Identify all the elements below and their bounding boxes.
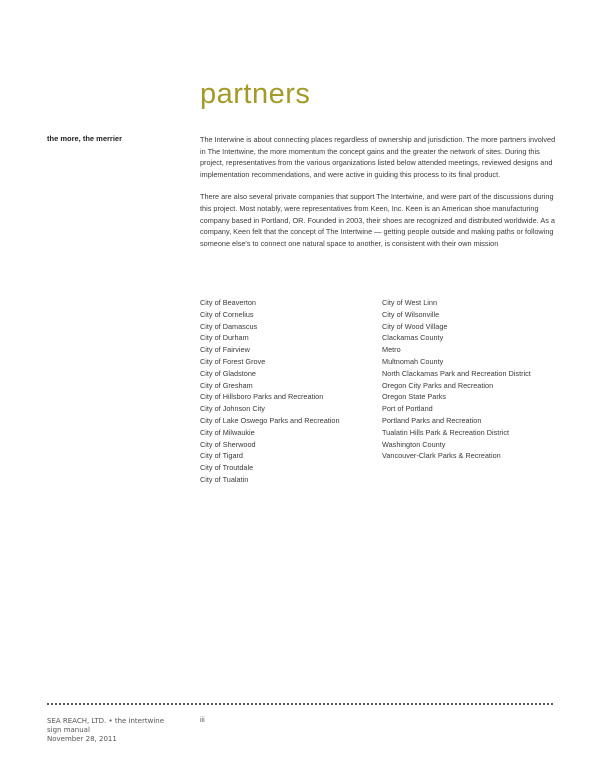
partner-list-item: City of Tigard bbox=[200, 451, 243, 461]
footer-company: SEA REACH, LTD. • the intertwine bbox=[47, 717, 165, 725]
partner-list-item: City of Forest Grove bbox=[200, 356, 266, 366]
partner-list-item: City of Gladstone bbox=[200, 368, 256, 378]
partner-list-item: City of Troutdale bbox=[200, 463, 254, 473]
partner-list-item: City of Beaverton bbox=[200, 298, 256, 307]
partner-list-item: City of West Linn bbox=[382, 298, 438, 307]
private-companies-paragraph: There are also several private companies that support The Intertwine, and were part of the discussions during this project. Most notably, were representatives from Keen, Inc. Keen is an American shoe manufacturing company based in Portland, OR. Founded in 2003, their shoes are recognized and distributed worldwide. As a company, Keen felt that the concept of The Intertwine — getting people outside and making paths or following someone else's to connect one natural space to another, is consistent with their own mission bbox=[200, 192, 555, 248]
partner-list-item: City of Hillsboro Parks and Recreation bbox=[200, 392, 324, 402]
partner-list-item: City of Sherwood bbox=[200, 439, 256, 449]
partner-list-item: Oregon City Parks and Recreation bbox=[382, 380, 494, 390]
partner-list-item: Multnomah County bbox=[382, 356, 444, 366]
partner-list-item: Port of Portland bbox=[382, 404, 433, 414]
partner-list-item: Metro bbox=[382, 345, 401, 355]
partner-list-item: Tualatin Hills Park & Recreation District bbox=[382, 427, 510, 437]
partner-list-right bbox=[382, 297, 531, 462]
partner-list-item: City of Gresham bbox=[200, 380, 253, 390]
partner-list-item: Portland Parks and Recreation bbox=[382, 415, 482, 425]
sidebar-heading: the more, the merrier bbox=[47, 134, 123, 143]
footer-document: sign manual bbox=[47, 726, 90, 734]
footer-divider bbox=[47, 703, 553, 705]
footer-date: November 28, 2011 bbox=[47, 735, 117, 743]
partner-list-item: Clackamas County bbox=[382, 333, 444, 343]
partner-list-item: Washington County bbox=[382, 439, 446, 449]
intro-paragraph: The Interwine is about connecting places regardless of ownership and jurisdiction. The more partners involved in The Intertwine, the more momentum the concept gains and the greater the network of sites. During this project, representatives from the various organizations listed below attended meetings, reviewed designs and implementation recommendations, and were active in guiding this process to its final product. bbox=[200, 135, 556, 179]
partner-list-item: Vancouver-Clark Parks & Recreation bbox=[382, 451, 501, 461]
partner-list-left bbox=[200, 297, 340, 486]
partner-list-item: North Clackamas Park and Recreation District bbox=[382, 368, 531, 378]
partner-list-item: City of Wilsonville bbox=[382, 309, 440, 319]
footer-info bbox=[47, 717, 164, 744]
partner-list-item: City of Damascus bbox=[200, 321, 258, 331]
partner-list-item: City of Wood Village bbox=[382, 321, 448, 331]
partner-list-item: City of Fairview bbox=[200, 345, 250, 355]
partner-list-item: City of Tualatin bbox=[200, 474, 249, 484]
page-title: partners bbox=[200, 78, 311, 110]
partner-list-item: City of Johnson City bbox=[200, 404, 265, 414]
partner-list-item: City of Cornelius bbox=[200, 309, 254, 319]
page-number: iii bbox=[200, 717, 205, 724]
body-text bbox=[200, 134, 560, 260]
partner-list-item: City of Milwaukie bbox=[200, 427, 255, 437]
partner-list-item: Oregon State Parks bbox=[382, 392, 447, 402]
partner-list-item: City of Durham bbox=[200, 333, 249, 343]
partner-list-item: City of Lake Oswego Parks and Recreation bbox=[200, 415, 340, 425]
